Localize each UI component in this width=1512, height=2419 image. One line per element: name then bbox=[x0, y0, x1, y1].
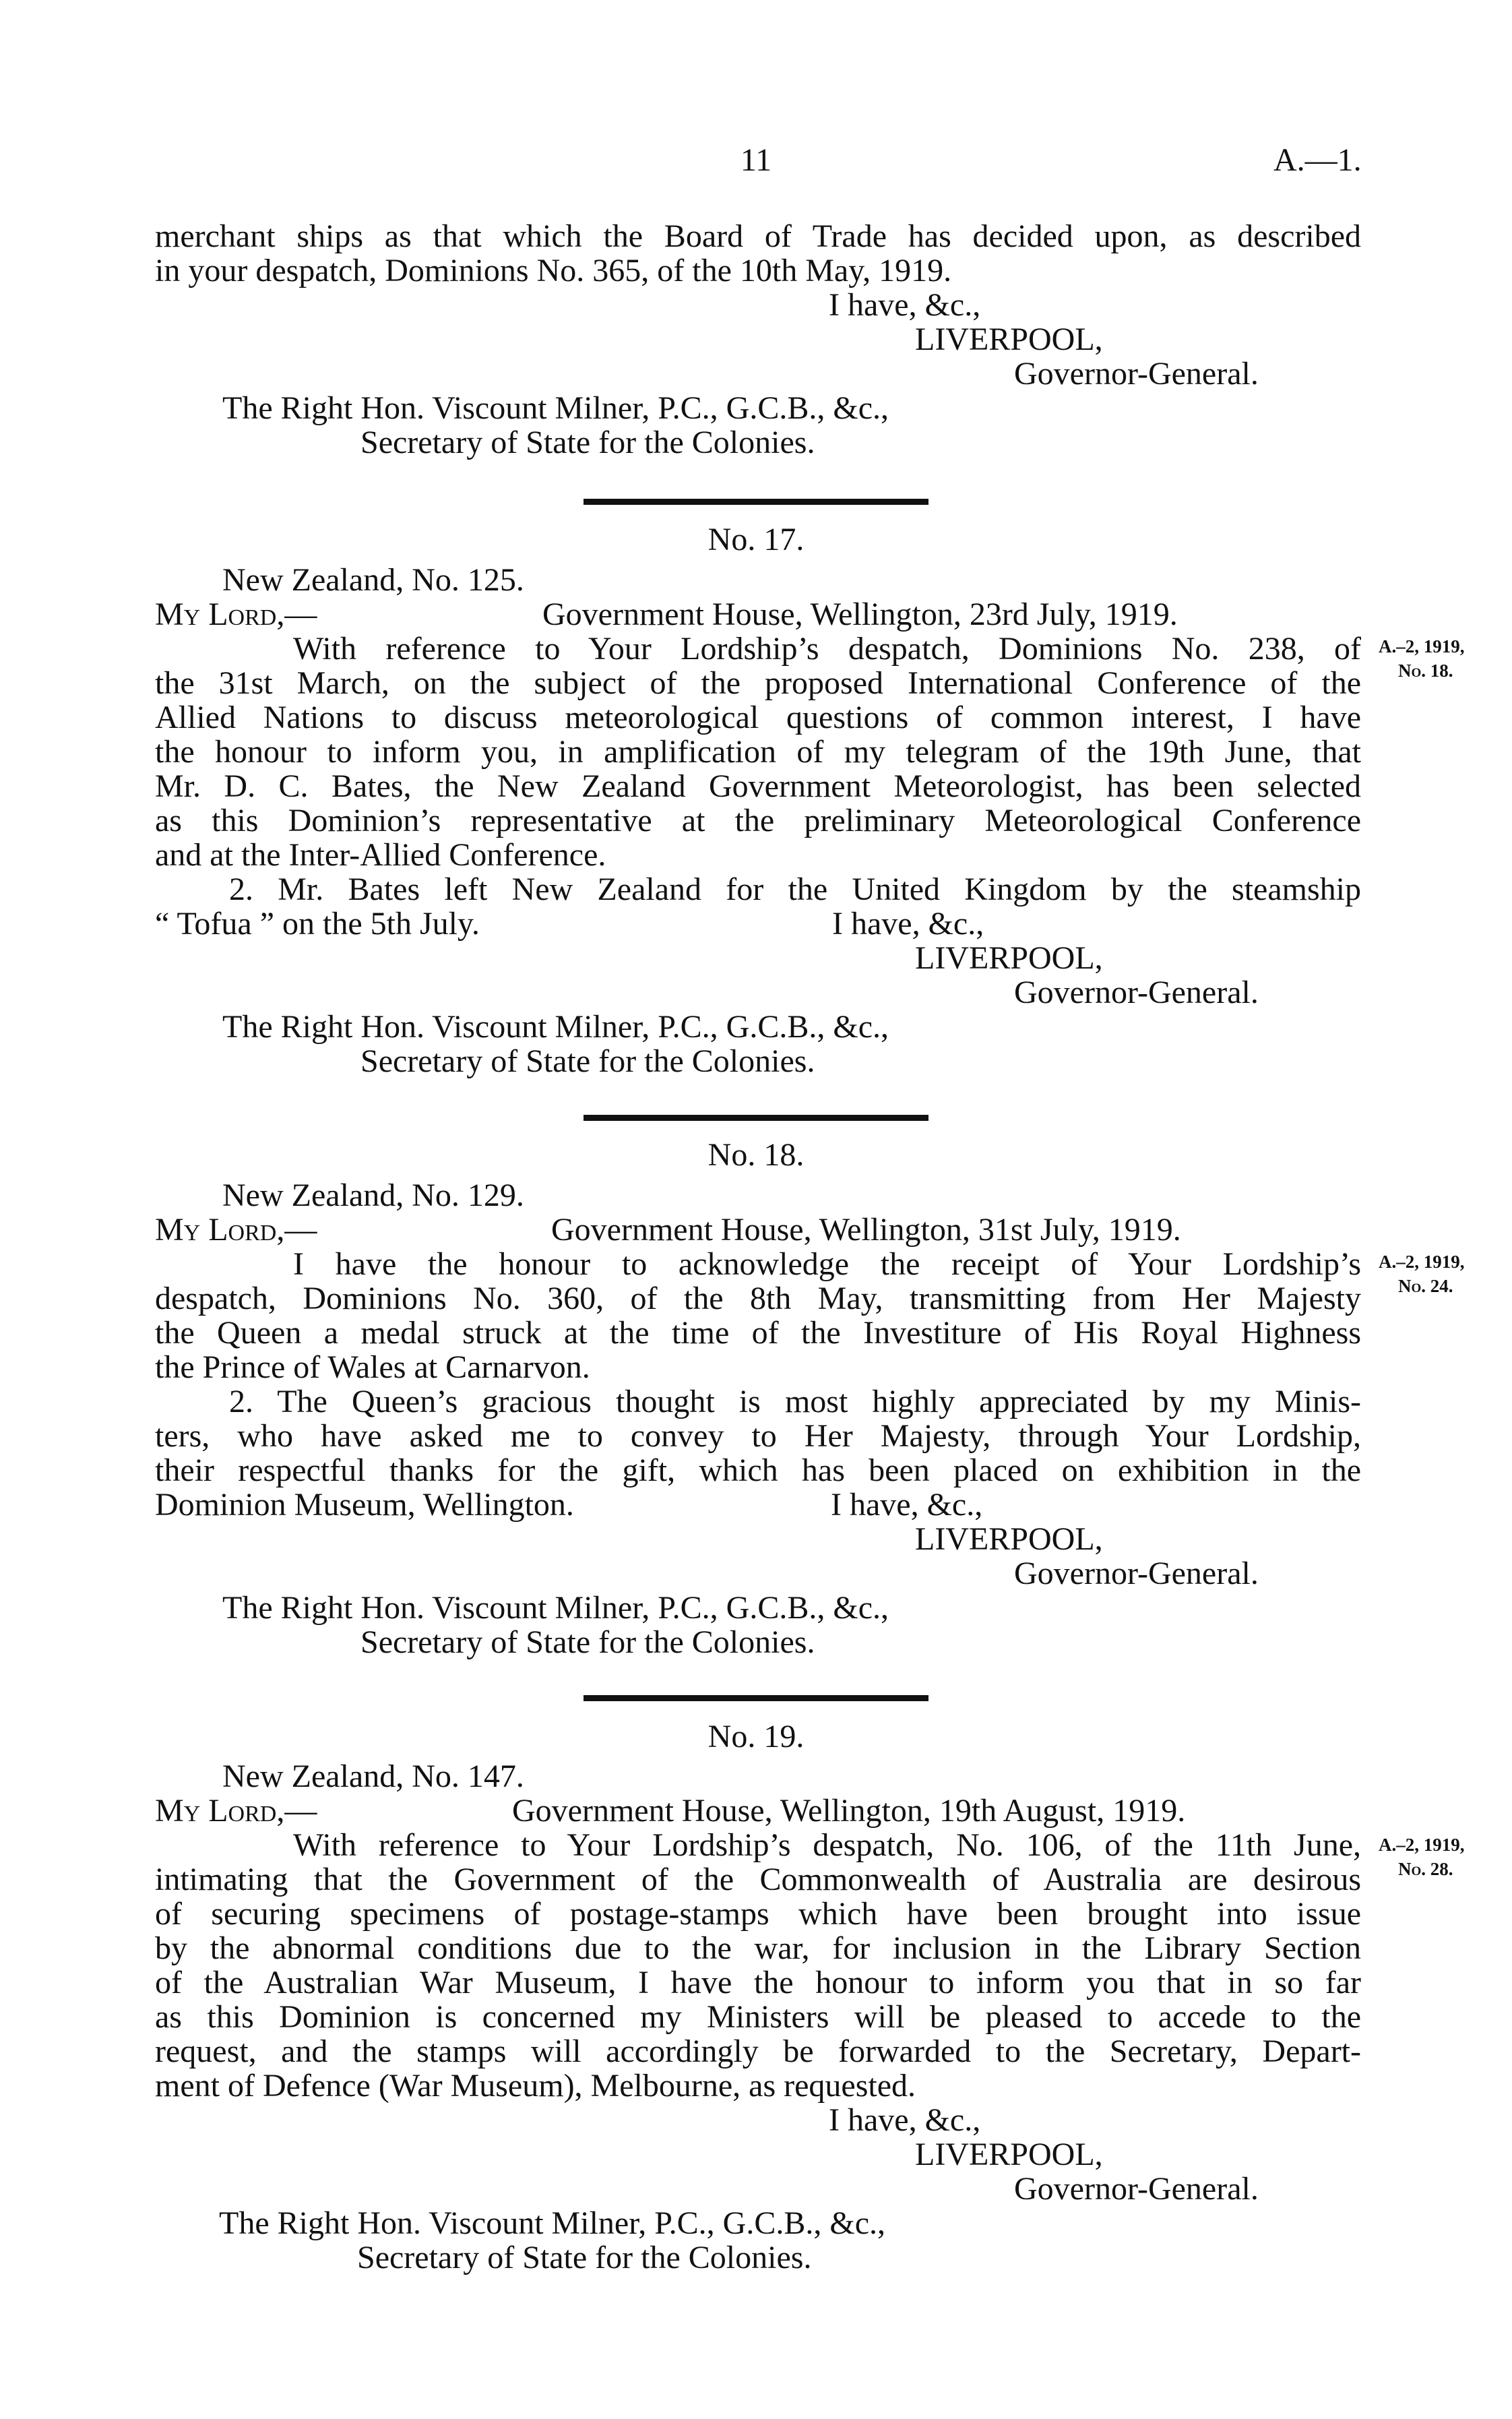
signer-title: Governor-General. bbox=[1014, 975, 1259, 1010]
body-line: “ Tofua ” on the 5th July. bbox=[155, 906, 480, 942]
body-line: by the abnormal conditions due to the war, for inclusion in the Library Section bbox=[155, 1930, 1361, 1966]
addressee-title: Secretary of State for the Colonies. bbox=[360, 1043, 815, 1079]
salutation: My Lord,— bbox=[155, 1793, 317, 1829]
signoff: I have, &c., bbox=[829, 287, 981, 323]
body-line: of the Australian War Museum, I have the honour to inform you that in so far bbox=[155, 1965, 1361, 2000]
body-line: as this Dominion’s representative at the preliminary Meteorological Conference bbox=[155, 803, 1361, 838]
letter-number: No. 18. bbox=[707, 1137, 805, 1173]
margin-note: A.–2, 1919, bbox=[1379, 1252, 1465, 1272]
margin-note: No. 28. bbox=[1398, 1859, 1453, 1879]
body-line: and at the Inter-Allied Conference. bbox=[155, 837, 606, 873]
addressee: The Right Hon. Viscount Milner, P.C., G.C.B., &c., bbox=[222, 1590, 889, 1626]
body-line: intimating that the Government of the Commonwealth of Australia are desirous bbox=[155, 1862, 1361, 1897]
body-line: the honour to inform you, in amplification of my telegram of the 19th June, that bbox=[155, 734, 1361, 770]
signoff: I have, &c., bbox=[832, 906, 984, 942]
body-line: merchant ships as that which the Board of Trade has decided upon, as described bbox=[155, 218, 1361, 254]
body-line: With reference to Your Lordship’s despatch, Dominions No. 238, of bbox=[293, 631, 1361, 667]
addressee: The Right Hon. Viscount Milner, P.C., G.C.B., &c., bbox=[219, 2205, 885, 2241]
document-ref: A.—1. bbox=[1273, 142, 1362, 178]
body-line: as this Dominion is concerned my Ministers will be pleased to accede to the bbox=[155, 1999, 1361, 2035]
body-line: With reference to Your Lordship’s despatch, No. 106, of the 11th June, bbox=[293, 1827, 1361, 1863]
page-number: 11 bbox=[740, 142, 772, 178]
addressee: The Right Hon. Viscount Milner, P.C., G.C.B., &c., bbox=[222, 1009, 889, 1045]
letter-ref: New Zealand, No. 129. bbox=[222, 1177, 524, 1213]
margin-note: No. 18. bbox=[1398, 661, 1453, 681]
body-line: Dominion Museum, Wellington. bbox=[155, 1487, 574, 1523]
signer: LIVERPOOL, bbox=[915, 1521, 1103, 1557]
signoff: I have, &c., bbox=[829, 2102, 981, 2138]
place-date: Government House, Wellington, 23rd July, 1919. bbox=[542, 596, 1178, 632]
signer-title: Governor-General. bbox=[1014, 2171, 1259, 2207]
body-line: the 31st March, on the subject of the proposed International Conference of the bbox=[155, 665, 1361, 701]
body-line: Mr. D. C. Bates, the New Zealand Government Meteorologist, has been selected bbox=[155, 768, 1361, 804]
signer: LIVERPOOL, bbox=[915, 940, 1103, 976]
body-line: I have the honour to acknowledge the receipt of Your Lordship’s bbox=[293, 1246, 1361, 1282]
addressee-title: Secretary of State for the Colonies. bbox=[357, 2240, 812, 2275]
signer: LIVERPOOL, bbox=[915, 2137, 1103, 2172]
body-line: ters, who have asked me to convey to Her Majesty, through Your Lordship, bbox=[155, 1418, 1361, 1454]
addressee-title: Secretary of State for the Colonies. bbox=[360, 425, 815, 460]
section-divider bbox=[584, 499, 928, 505]
place-date: Government House, Wellington, 31st July, 1919. bbox=[551, 1212, 1181, 1248]
letter-ref: New Zealand, No. 147. bbox=[222, 1758, 524, 1794]
body-line: the Prince of Wales at Carnarvon. bbox=[155, 1349, 590, 1385]
margin-note: No. 24. bbox=[1398, 1276, 1453, 1296]
body-line: request, and the stamps will accordingly be forwarded to the Secretary, Depart- bbox=[155, 2033, 1361, 2069]
body-line: despatch, Dominions No. 360, of the 8th May, transmitting from Her Majesty bbox=[155, 1281, 1361, 1316]
body-line: of securing specimens of postage-stamps which have been brought into issue bbox=[155, 1896, 1361, 1932]
addressee: The Right Hon. Viscount Milner, P.C., G.C.B., &c., bbox=[222, 390, 889, 426]
body-line: their respectful thanks for the gift, which has been placed on exhibition in the bbox=[155, 1452, 1361, 1488]
margin-note: A.–2, 1919, bbox=[1379, 636, 1465, 656]
section-divider bbox=[584, 1695, 928, 1701]
body-line: Allied Nations to discuss meteorological questions of common interest, I have bbox=[155, 700, 1361, 735]
body-line: in your despatch, Dominions No. 365, of the 10th May, 1919. bbox=[155, 253, 952, 288]
body-line: 2. The Queen’s gracious thought is most highly appreciated by my Minis- bbox=[229, 1384, 1361, 1419]
addressee-title: Secretary of State for the Colonies. bbox=[360, 1624, 815, 1660]
letter-number: No. 17. bbox=[707, 522, 805, 557]
place-date: Government House, Wellington, 19th August, 1919. bbox=[512, 1793, 1186, 1829]
body-line: ment of Defence (War Museum), Melbourne, as requested. bbox=[155, 2068, 916, 2104]
letter-number: No. 19. bbox=[707, 1719, 805, 1754]
signer: LIVERPOOL, bbox=[915, 321, 1103, 357]
salutation: My Lord,— bbox=[155, 596, 317, 632]
body-line: 2. Mr. Bates left New Zealand for the United Kingdom by the steamship bbox=[229, 871, 1361, 907]
signer-title: Governor-General. bbox=[1014, 1556, 1259, 1591]
section-divider bbox=[584, 1115, 928, 1121]
salutation: My Lord,— bbox=[155, 1212, 317, 1248]
letter-ref: New Zealand, No. 125. bbox=[222, 562, 524, 598]
signoff: I have, &c., bbox=[831, 1487, 983, 1523]
body-line: the Queen a medal struck at the time of the Investiture of His Royal Highness bbox=[155, 1315, 1361, 1351]
signer-title: Governor-General. bbox=[1014, 356, 1259, 392]
margin-note: A.–2, 1919, bbox=[1379, 1835, 1465, 1855]
